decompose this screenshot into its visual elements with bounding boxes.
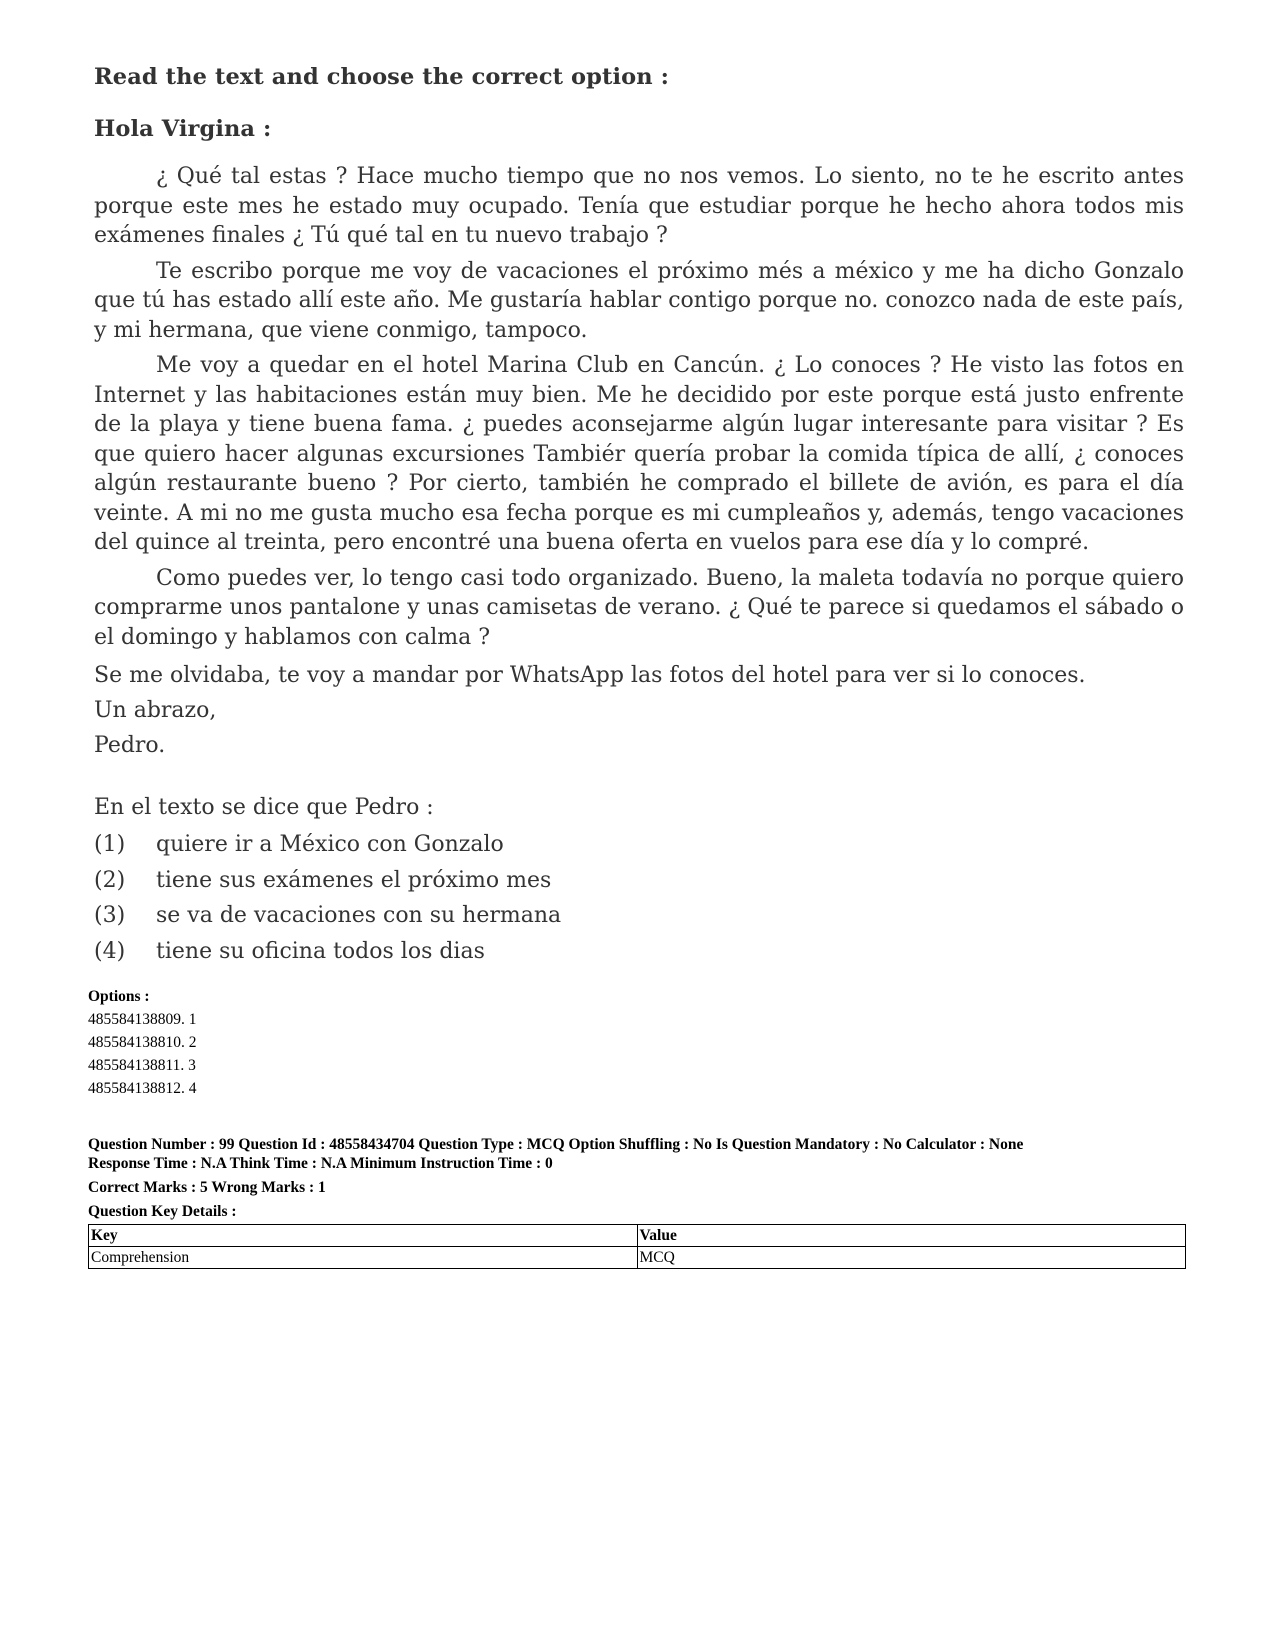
letter-greeting: Hola Virgina : xyxy=(94,116,272,142)
options-list xyxy=(88,985,197,1100)
key-details-table xyxy=(88,1224,1186,1269)
letter-paragraph: Como puedes ver, lo tengo casi todo organizado. Bueno, la maleta todavía no porque quiero comprarme unos pantalone y unas camisetas de verano. ¿ Qué te parece si quedamos el sábado o el domingo y hablamos con calma ? xyxy=(94,565,1184,650)
question-info-line: Question Number : 99 Question Id : 48558434704 Question Type : MCQ Option Shuffling : No Is Question Mandatory : No Calculator : None xyxy=(88,1136,1024,1153)
choice-number: (3) xyxy=(94,903,126,928)
table-row xyxy=(89,1247,1186,1269)
letter-closing: Un abrazo, xyxy=(94,698,217,723)
choice-item xyxy=(94,827,1184,863)
letter-paragraph: Me voy a quedar en el hotel Marina Club en Cancún. ¿ Lo conoces ? He visto las fotos en Internet y las habitaciones están muy bien. Me he decidido por este porque está justo enfrente de la playa y tiene buena fama. ¿ puedes aconsejarme algún lugar interesante para visitar ? Es que quiero hacer algunas excursiones Tambiér quería probar la comida típica de allí, ¿ conoces algún restaurante bueno ? Por cierto, también he comprado el billete de avión, es para el día veinte. A mi no me gusta mucho esa fecha porque es mi cumpleaños y, además, tengo vacaciones del quince al treinta, pero encontré una buena oferta en vuelos para ese día y lo compré. xyxy=(94,353,1184,555)
choice-number: (4) xyxy=(94,938,126,964)
choice-number: (1) xyxy=(94,832,126,857)
table-cell: Comprehension xyxy=(89,1247,638,1269)
choice-item xyxy=(94,898,1184,934)
table-header-cell: Key xyxy=(89,1225,638,1247)
option-item: 485584138810. 2 xyxy=(88,1034,197,1051)
option-item: 485584138811. 3 xyxy=(88,1057,196,1074)
table-header-row xyxy=(89,1225,1186,1247)
choice-text: se va de vacaciones con su hermana xyxy=(156,903,562,928)
letter-postscript: Se me olvidaba, te voy a mandar por WhatsApp las fotos del hotel para ver si lo conoces. xyxy=(94,663,1086,688)
question-info xyxy=(88,1135,1198,1221)
letter-signature: Pedro. xyxy=(94,733,166,758)
option-item: 485584138812. 4 xyxy=(88,1080,197,1097)
choice-text: tiene su oficina todos los dias xyxy=(156,938,485,964)
letter-body xyxy=(94,162,1184,763)
instruction-heading: Read the text and choose the correct option : xyxy=(94,64,670,90)
options-label: Options : xyxy=(88,988,150,1005)
choice-number: (2) xyxy=(94,867,126,893)
question-block xyxy=(94,792,1184,969)
option-item: 485584138809. 1 xyxy=(88,1011,197,1028)
choice-item xyxy=(94,863,1184,899)
table-header-cell: Value xyxy=(637,1225,1186,1247)
question-info-line: Response Time : N.A Think Time : N.A Minimum Instruction Time : 0 xyxy=(88,1155,553,1172)
letter-paragraph: Te escribo porque me voy de vacaciones el próximo més a méxico y me ha dicho Gonzalo que tú has estado allí este año. Me gustaría hablar contigo porque no. conozco nada de este país, y mi hermana, que viene conmigo, tampoco. xyxy=(94,258,1184,343)
choice-item xyxy=(94,934,1184,970)
choice-text: quiere ir a México con Gonzalo xyxy=(156,832,504,857)
choice-text: tiene sus exámenes el próximo mes xyxy=(156,867,552,893)
question-stem: En el texto se dice que Pedro : xyxy=(94,795,434,820)
marks-line: Correct Marks : 5 Wrong Marks : 1 xyxy=(88,1179,326,1196)
key-details-label: Question Key Details : xyxy=(88,1203,237,1220)
letter-paragraph: ¿ Qué tal estas ? Hace mucho tiempo que no nos vemos. Lo siento, no te he escrito antes porque este mes he estado muy ocupado. Tenía que estudiar porque he hecho ahora todos mis exámenes finales ¿ Tú qué tal en tu nuevo trabajo ? xyxy=(94,164,1184,248)
table-cell: MCQ xyxy=(637,1247,1186,1269)
